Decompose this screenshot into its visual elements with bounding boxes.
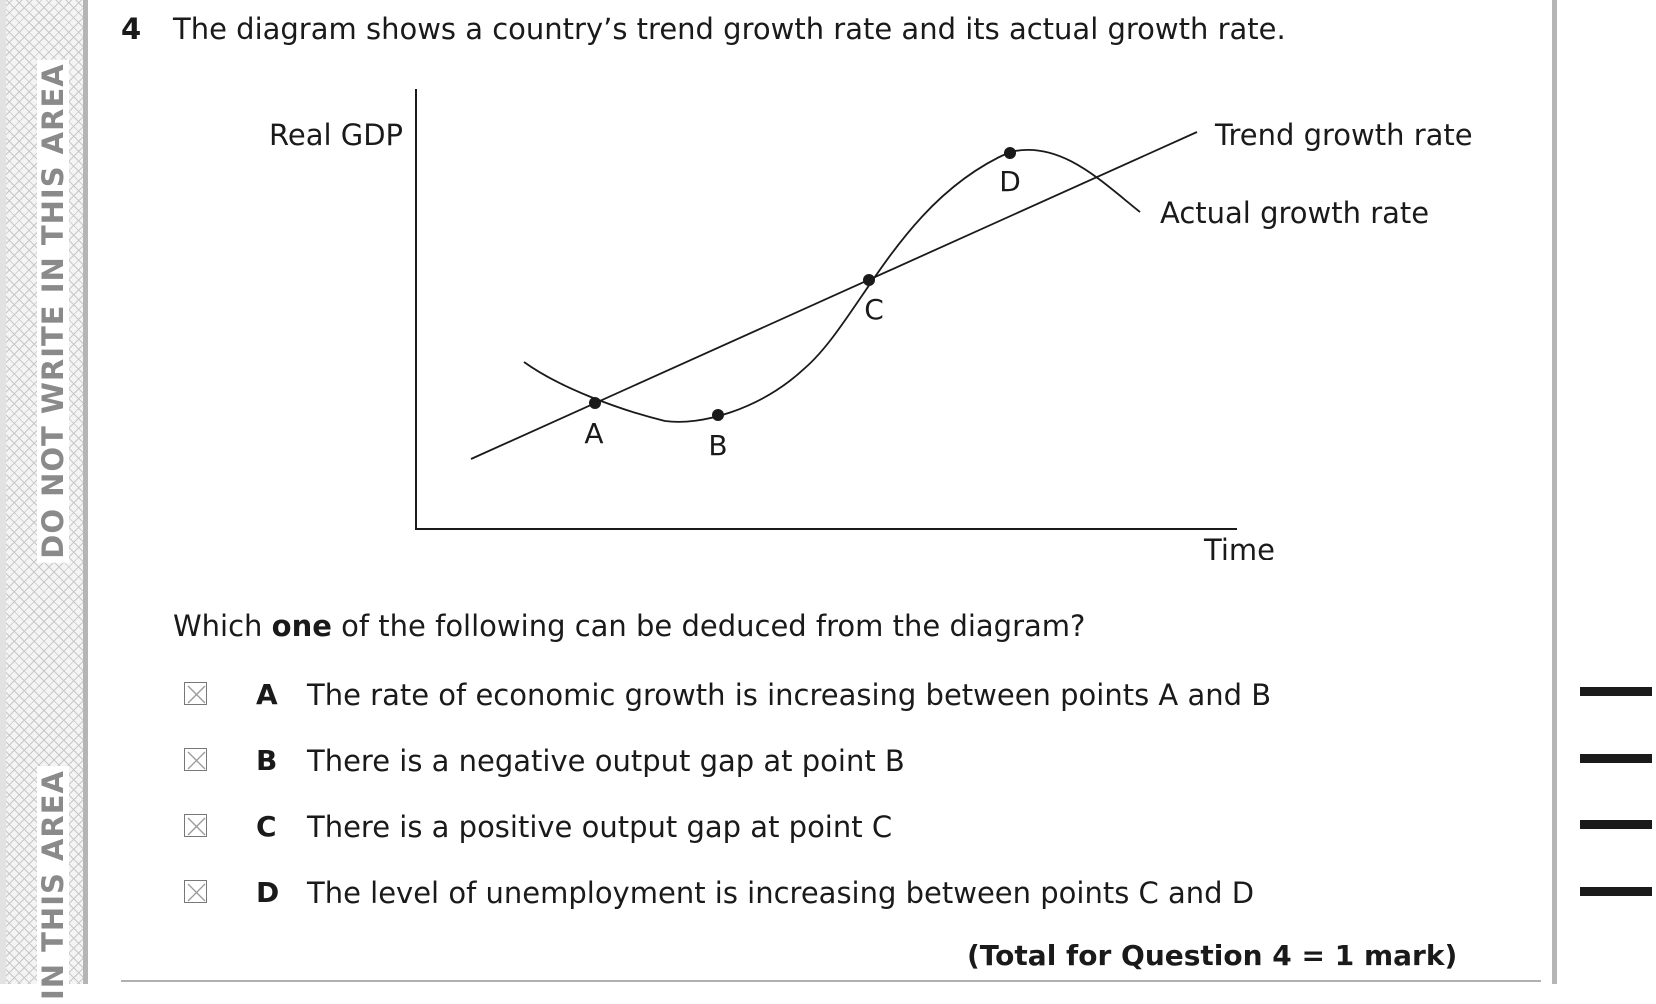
checkbox-cross-icon <box>185 683 208 706</box>
margin-warning-top: DO NOT WRITE IN THIS AREA <box>37 59 69 562</box>
answer-checkbox[interactable] <box>184 814 207 837</box>
option-text: The level of unemployment is increasing between points C and D <box>307 876 1255 910</box>
point-b-label: B <box>708 429 728 462</box>
mark-bar <box>1580 887 1652 896</box>
question-prompt <box>173 609 1085 643</box>
question-total-marks: (Total for Question 4 = 1 mark) <box>967 939 1458 972</box>
trend-growth-line <box>471 132 1197 459</box>
option-text: There is a positive output gap at point C <box>307 810 893 844</box>
mark-bar <box>1580 820 1652 829</box>
option-letter: B <box>256 744 278 777</box>
x-axis-label: Time <box>1204 533 1275 560</box>
option-letter: D <box>256 876 280 909</box>
answer-checkbox[interactable] <box>184 682 207 705</box>
point-c-marker <box>863 274 875 286</box>
answer-checkbox[interactable] <box>184 748 207 771</box>
prompt-text-start: Which <box>173 609 272 643</box>
point-c-label: C <box>864 293 884 326</box>
mark-bar <box>1580 754 1652 763</box>
point-d-label: D <box>999 165 1021 198</box>
answer-checkbox[interactable] <box>184 880 207 903</box>
point-a-marker <box>589 397 601 409</box>
option-text: There is a negative output gap at point B <box>307 744 905 778</box>
option-letter: C <box>256 810 277 843</box>
actual-growth-curve <box>524 150 1140 422</box>
checkbox-cross-icon <box>185 749 208 772</box>
prompt-text-end: of the following can be deduced from the diagram? <box>331 609 1086 643</box>
point-d-marker <box>1004 147 1016 159</box>
y-axis-label: Real GDP <box>269 118 404 152</box>
prompt-emphasis: one <box>271 609 332 643</box>
actual-growth-label: Actual growth rate <box>1160 196 1430 230</box>
mark-bar <box>1580 687 1652 696</box>
point-b-marker <box>712 409 724 421</box>
checkbox-cross-icon <box>185 881 208 904</box>
option-text: The rate of economic growth is increasing between points A and B <box>307 678 1272 712</box>
point-a-label: A <box>584 417 604 450</box>
trend-growth-label: Trend growth rate <box>1215 118 1473 152</box>
checkbox-cross-icon <box>185 815 208 838</box>
option-letter: A <box>256 678 278 711</box>
question-number: 4 <box>121 12 142 46</box>
bottom-divider <box>121 980 1541 982</box>
margin-warning-bottom: IN THIS AREA <box>37 766 69 1004</box>
question-stem: The diagram shows a country’s trend growth rate and its actual growth rate. <box>173 12 1286 46</box>
